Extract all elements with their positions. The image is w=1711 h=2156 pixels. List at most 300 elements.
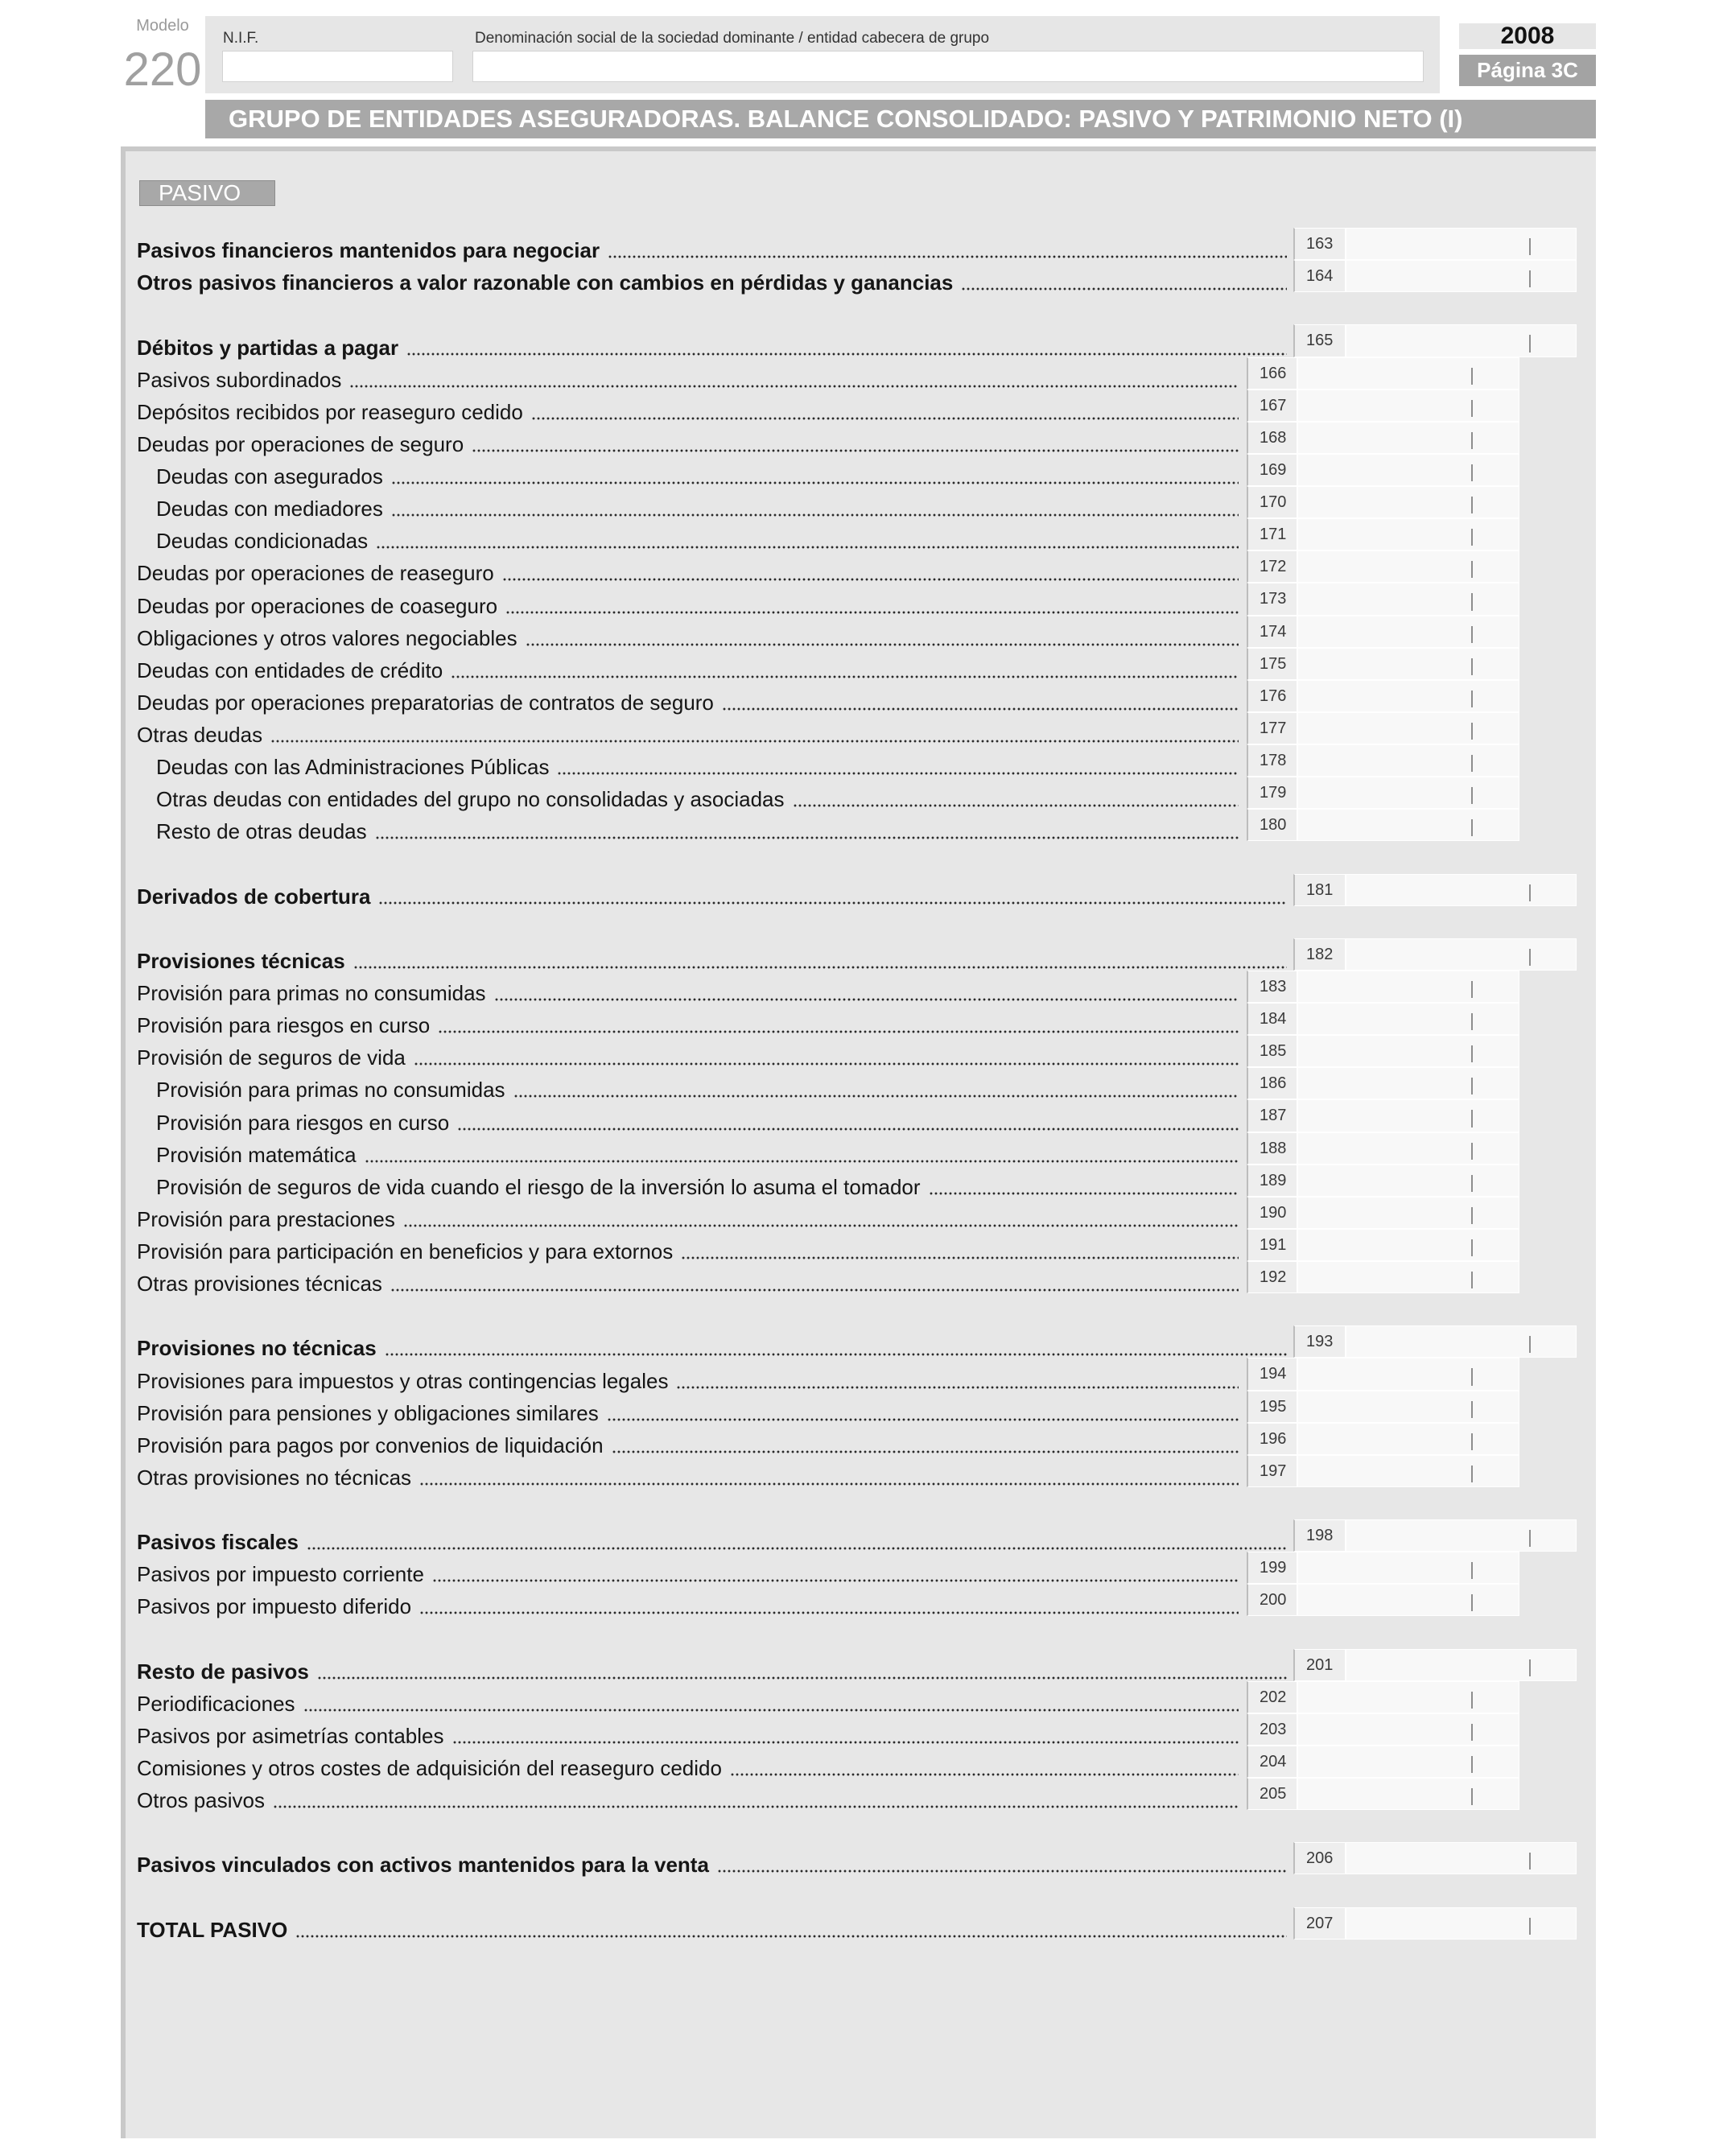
box-number: 188: [1260, 1139, 1287, 1157]
box-number: 182: [1306, 945, 1334, 963]
row-text: [137, 1725, 1239, 1746]
pasivo-row-172: [0, 550, 1711, 586]
row-text: [137, 1273, 1239, 1294]
row-text: [156, 498, 1239, 519]
pasivo-row-186: [0, 1067, 1711, 1103]
row-label: Deudas por operaciones de coaseguro: [137, 593, 498, 618]
decimal-mark: [1529, 949, 1531, 966]
amount-box: [1297, 1003, 1519, 1035]
pasivo-row-182: [0, 938, 1711, 971]
dot-leader: [451, 675, 1239, 678]
row-label: Otras provisiones técnicas: [137, 1272, 382, 1296]
pasivo-row-203: [0, 1713, 1711, 1746]
row-label: Débitos y partidas a pagar: [137, 335, 399, 360]
box-number-cell: [1247, 357, 1297, 390]
pasivo-row-167: [0, 390, 1711, 422]
amount-input-198[interactable]: [1346, 1520, 1576, 1551]
dot-leader: [526, 643, 1239, 646]
row-label: Pasivos fiscales: [137, 1530, 299, 1555]
pasivo-row-191: [0, 1229, 1711, 1264]
pasivo-row-169: [0, 454, 1711, 489]
decimal-mark: [1471, 1143, 1473, 1160]
amount-box: [1297, 1229, 1519, 1261]
row-text: [137, 561, 1239, 586]
amount-box: [1297, 777, 1519, 809]
amount-input-193[interactable]: [1346, 1326, 1576, 1357]
box-number-cell: [1247, 1778, 1297, 1810]
amount-box: [1297, 1391, 1519, 1423]
amount-input-167[interactable]: [1298, 390, 1519, 421]
amount-input-177[interactable]: [1298, 713, 1519, 744]
pasivo-row-176: [0, 680, 1711, 715]
row-text: [137, 1400, 1239, 1425]
box-number: 180: [1260, 816, 1287, 835]
amount-box: [1346, 1907, 1577, 1940]
nif-label: N.I.F.: [223, 30, 259, 47]
amount-box: [1297, 1713, 1519, 1746]
row-label: Provisión para prestaciones: [137, 1206, 395, 1231]
amount-input-182[interactable]: [1346, 939, 1576, 970]
pasivo-row-170: [0, 486, 1711, 521]
dot-leader: [961, 287, 1287, 291]
amount-box: [1297, 454, 1519, 486]
box-number: 190: [1260, 1203, 1287, 1222]
pasivo-row-178: [0, 744, 1711, 780]
amount-input-196[interactable]: [1298, 1424, 1519, 1454]
row-text: [137, 593, 1239, 618]
amount-input-202[interactable]: [1298, 1682, 1519, 1713]
amount-box: [1297, 712, 1519, 744]
row-label: TOTAL PASIVO: [137, 1917, 288, 1942]
amount-box: [1346, 1519, 1577, 1552]
decimal-mark: [1529, 238, 1531, 255]
pasivo-group: [0, 1907, 1711, 1940]
box-number: 183: [1260, 977, 1287, 996]
dot-leader: [353, 966, 1287, 969]
box-number-cell: [1247, 1003, 1297, 1035]
amount-box: [1346, 228, 1577, 260]
amount-input-194[interactable]: [1298, 1358, 1519, 1389]
amount-input-195[interactable]: [1298, 1391, 1519, 1422]
dot-leader: [452, 1741, 1239, 1744]
amount-input-203[interactable]: [1298, 1714, 1519, 1745]
row-text: [156, 1174, 1239, 1199]
amount-input-192[interactable]: [1298, 1262, 1519, 1292]
row-label: Otros pasivos financieros a valor razonable con cambios en pérdidas y ganancias: [137, 270, 954, 295]
box-number-cell: [1293, 1842, 1346, 1874]
box-number: 201: [1306, 1655, 1334, 1674]
box-number: 171: [1260, 526, 1287, 544]
box-number-cell: [1247, 648, 1297, 680]
box-number-cell: [1293, 1325, 1346, 1358]
decimal-mark: [1471, 1788, 1473, 1805]
row-text: [137, 1596, 1239, 1617]
decimal-mark: [1471, 1466, 1473, 1482]
box-number: 187: [1260, 1107, 1287, 1125]
box-number: 164: [1306, 267, 1334, 286]
pasivo-row-201: [0, 1649, 1711, 1684]
decimal-mark: [1471, 432, 1473, 449]
pasivo-row-192: [0, 1261, 1711, 1296]
pasivo-row-205: [0, 1778, 1711, 1813]
row-label: Periodificaciones: [137, 1691, 295, 1716]
row-text: [137, 431, 1239, 456]
amount-input-163[interactable]: [1346, 229, 1576, 259]
amount-input-205[interactable]: [1298, 1779, 1519, 1809]
box-number: 185: [1260, 1042, 1287, 1061]
row-text: [156, 789, 1239, 810]
decimal-mark: [1471, 1594, 1473, 1611]
dot-leader: [307, 1547, 1287, 1550]
row-text: [137, 1693, 1239, 1714]
row-label: Otras deudas: [137, 723, 263, 747]
amount-box: [1346, 938, 1577, 971]
amount-input-178[interactable]: [1298, 745, 1519, 776]
row-label: Provisión para primas no consumidas: [137, 981, 486, 1005]
box-number: 194: [1260, 1365, 1287, 1383]
decimal-mark: [1529, 1853, 1531, 1869]
pasivo-rows: [0, 228, 1711, 1940]
amount-box: [1297, 1746, 1519, 1778]
amount-input-172[interactable]: [1298, 551, 1519, 582]
amount-box: [1297, 486, 1519, 518]
decimal-mark: [1471, 1272, 1473, 1288]
box-number-cell: [1247, 777, 1297, 809]
box-number: 184: [1260, 1010, 1287, 1028]
decimal-mark: [1529, 1336, 1531, 1353]
decimal-mark: [1471, 690, 1473, 707]
dot-leader: [717, 1869, 1287, 1873]
header-panel: [205, 16, 1440, 93]
decimal-mark: [1471, 1562, 1473, 1579]
box-number-cell: [1247, 1261, 1297, 1293]
amount-box: [1297, 1584, 1519, 1616]
amount-input-199[interactable]: [1298, 1552, 1519, 1583]
box-number: 181: [1306, 880, 1334, 899]
amount-input-197[interactable]: [1298, 1456, 1519, 1486]
box-number-cell: [1247, 422, 1297, 454]
box-number: 186: [1260, 1074, 1287, 1093]
amount-input-176[interactable]: [1298, 681, 1519, 711]
row-text: [137, 625, 1239, 650]
pasivo-row-190: [0, 1197, 1711, 1229]
dot-leader: [505, 611, 1239, 614]
row-label: Pasivos por impuesto corriente: [137, 1562, 424, 1587]
amount-box: [1297, 1455, 1519, 1487]
amount-input-191[interactable]: [1298, 1230, 1519, 1260]
pasivo-row-193: [0, 1325, 1711, 1361]
amount-input-207[interactable]: [1346, 1908, 1576, 1939]
pasivo-row-181: [0, 874, 1711, 909]
dot-leader: [513, 1094, 1239, 1098]
box-number: 179: [1260, 784, 1287, 802]
box-number-cell: [1247, 1165, 1297, 1197]
amount-box: [1297, 616, 1519, 648]
box-number-cell: [1293, 938, 1346, 971]
box-number: 207: [1306, 1914, 1334, 1932]
pasivo-group: [0, 1519, 1711, 1619]
amount-box: [1297, 809, 1519, 841]
pasivo-row-188: [0, 1132, 1711, 1165]
decimal-mark: [1471, 723, 1473, 740]
box-number: 197: [1260, 1461, 1287, 1480]
amount-box: [1297, 550, 1519, 583]
box-number-cell: [1293, 874, 1346, 906]
row-label: Resto de otras deudas: [156, 819, 367, 844]
box-number-cell: [1247, 518, 1297, 550]
box-number-cell: [1293, 1907, 1346, 1940]
row-text: [137, 1758, 1239, 1779]
box-number-cell: [1247, 971, 1297, 1003]
amount-box: [1297, 1035, 1519, 1067]
row-label: Deudas con mediadores: [156, 497, 383, 521]
pasivo-row-195: [0, 1391, 1711, 1423]
year-badge: 2008: [1459, 23, 1596, 49]
row-text: [137, 886, 1287, 907]
dot-leader: [676, 1386, 1239, 1389]
row-text: [137, 1661, 1287, 1682]
pasivo-row-202: [0, 1681, 1711, 1716]
pasivo-group: [0, 324, 1711, 844]
modelo-label: Modelo: [136, 17, 189, 35]
amount-input-180[interactable]: [1298, 810, 1519, 840]
form-title: GRUPO DE ENTIDADES ASEGURADORAS. BALANCE CONSOLIDADO: PASIVO Y PATRIMONIO NETO (I): [205, 100, 1596, 138]
amount-box: [1346, 1649, 1577, 1681]
dot-leader: [390, 1288, 1239, 1292]
decimal-mark: [1471, 1078, 1473, 1094]
amount-input-165[interactable]: [1346, 325, 1576, 356]
row-text: [137, 1015, 1239, 1036]
pasivo-row-187: [0, 1099, 1711, 1135]
box-number-cell: [1247, 1391, 1297, 1423]
decimal-mark: [1471, 561, 1473, 578]
page-badge: Página 3C: [1459, 55, 1596, 86]
amount-input-190[interactable]: [1298, 1198, 1519, 1228]
amount-input-175[interactable]: [1298, 649, 1519, 679]
box-number-cell: [1247, 486, 1297, 518]
row-label: Pasivos vinculados con activos mantenidos para la venta: [137, 1853, 709, 1878]
row-label: Provisión de seguros de vida: [137, 1045, 406, 1070]
row-text: [137, 983, 1239, 1004]
decimal-mark: [1471, 497, 1473, 513]
box-number: 175: [1260, 654, 1287, 673]
amount-input-186[interactable]: [1298, 1068, 1519, 1099]
box-number: 168: [1260, 428, 1287, 447]
row-text: [137, 1047, 1239, 1068]
row-label: Pasivos por asimetrías contables: [137, 1723, 444, 1748]
dot-leader: [406, 352, 1287, 356]
box-number-cell: [1293, 1519, 1346, 1552]
box-number: 198: [1306, 1527, 1334, 1544]
dot-leader: [494, 998, 1239, 1001]
box-number: 174: [1260, 622, 1287, 641]
row-text: [137, 724, 1239, 745]
box-number-cell: [1247, 390, 1297, 422]
pasivo-row-177: [0, 712, 1711, 747]
pasivo-row-206: [0, 1842, 1711, 1878]
box-number-cell: [1247, 1197, 1297, 1229]
row-label: Provisión matemática: [156, 1142, 357, 1167]
box-number: 163: [1306, 235, 1334, 253]
pasivo-row-185: [0, 1035, 1711, 1070]
amount-input-181[interactable]: [1346, 875, 1576, 905]
amount-input-200[interactable]: [1298, 1585, 1519, 1615]
dot-leader: [349, 385, 1239, 388]
box-number: 173: [1260, 590, 1287, 608]
amount-input-184[interactable]: [1298, 1004, 1519, 1034]
amount-input-204[interactable]: [1298, 1746, 1519, 1777]
row-label: Obligaciones y otros valores negociables: [137, 625, 517, 650]
decimal-mark: [1471, 1175, 1473, 1192]
box-number: 178: [1260, 752, 1287, 769]
dot-leader: [403, 1224, 1239, 1227]
box-number: 200: [1260, 1591, 1287, 1610]
row-text: [137, 1790, 1239, 1811]
dot-leader: [391, 513, 1239, 517]
decimal-mark: [1529, 1659, 1531, 1676]
box-number-cell: [1247, 1132, 1297, 1165]
pasivo-group: [0, 938, 1711, 1296]
box-number-cell: [1247, 1713, 1297, 1746]
row-text: [156, 1112, 1239, 1133]
amount-box: [1297, 1261, 1519, 1293]
dot-leader: [722, 707, 1239, 711]
amount-input-187[interactable]: [1298, 1100, 1519, 1131]
amount-input-169[interactable]: [1298, 455, 1519, 485]
nif-input[interactable]: [222, 51, 453, 82]
denominacion-input[interactable]: [472, 51, 1424, 82]
decimal-mark: [1471, 1045, 1473, 1062]
row-text: [156, 466, 1239, 487]
dot-leader: [438, 1030, 1239, 1033]
row-label: Otras deudas con entidades del grupo no consolidadas y asociadas: [156, 787, 785, 812]
box-number: 196: [1260, 1429, 1287, 1448]
box-number-cell: [1247, 1035, 1297, 1067]
box-number-cell: [1247, 1423, 1297, 1455]
pasivo-row-175: [0, 648, 1711, 680]
decimal-mark: [1471, 1110, 1473, 1127]
pasivo-row-173: [0, 583, 1711, 618]
box-number-cell: [1293, 1649, 1346, 1681]
dot-leader: [376, 546, 1239, 549]
row-label: Provisiones para impuestos y otras contingencias legales: [137, 1368, 669, 1393]
amount-input-173[interactable]: [1298, 583, 1519, 614]
dot-leader: [681, 1256, 1239, 1259]
row-label: Provisión para pagos por convenios de liquidación: [137, 1433, 604, 1457]
amount-box: [1346, 260, 1577, 292]
decimal-mark: [1471, 464, 1473, 481]
amount-input-164[interactable]: [1346, 261, 1576, 291]
dot-leader: [270, 740, 1239, 743]
box-number: 202: [1260, 1688, 1287, 1706]
amount-input-174[interactable]: [1298, 616, 1519, 647]
box-number: 192: [1260, 1268, 1287, 1286]
box-number-cell: [1247, 1067, 1297, 1099]
row-text: [137, 692, 1239, 713]
amount-box: [1297, 1552, 1519, 1584]
amount-input-179[interactable]: [1298, 777, 1519, 808]
box-number-cell: [1247, 583, 1297, 615]
decimal-mark: [1471, 1401, 1473, 1418]
pasivo-row-165: [0, 324, 1711, 360]
dot-leader: [365, 1160, 1239, 1163]
box-number: 170: [1260, 493, 1287, 511]
box-number: 193: [1306, 1333, 1334, 1351]
dot-leader: [608, 255, 1287, 258]
decimal-mark: [1471, 787, 1473, 804]
row-label: Provisión para pensiones y obligaciones similares: [137, 1400, 599, 1425]
amount-input-170[interactable]: [1298, 487, 1519, 517]
pasivo-row-184: [0, 1003, 1711, 1038]
decimal-mark: [1471, 658, 1473, 675]
pasivo-row-199: [0, 1552, 1711, 1587]
row-text: [156, 755, 1239, 780]
amount-box: [1297, 971, 1519, 1003]
decimal-mark: [1471, 981, 1473, 998]
amount-input-168[interactable]: [1298, 423, 1519, 453]
amount-box: [1297, 1423, 1519, 1455]
box-number: 167: [1260, 396, 1287, 414]
amount-input-166[interactable]: [1298, 358, 1519, 389]
pasivo-group: [0, 1649, 1711, 1811]
row-text: [137, 1336, 1287, 1361]
pasivo-row-189: [0, 1165, 1711, 1197]
box-number: 203: [1260, 1720, 1287, 1738]
row-label: Resto de pasivos: [137, 1659, 309, 1684]
box-number: 169: [1260, 460, 1287, 479]
amount-input-189[interactable]: [1298, 1165, 1519, 1196]
amount-input-188[interactable]: [1298, 1133, 1519, 1164]
pasivo-group: [0, 874, 1711, 909]
amount-input-206[interactable]: [1346, 1843, 1576, 1874]
pasivo-row-171: [0, 518, 1711, 554]
box-number-cell: [1247, 1681, 1297, 1713]
decimal-mark: [1471, 1756, 1473, 1773]
row-text: [137, 1241, 1239, 1262]
box-number-cell: [1247, 809, 1297, 841]
amount-box: [1297, 583, 1519, 615]
decimal-mark: [1471, 1724, 1473, 1741]
box-number-cell: [1247, 1552, 1297, 1584]
decimal-mark: [1471, 368, 1473, 385]
pasivo-group: [0, 1842, 1711, 1878]
amount-input-183[interactable]: [1298, 971, 1519, 1002]
row-text: [137, 1206, 1239, 1231]
dot-leader: [273, 1805, 1239, 1808]
box-number: 195: [1260, 1397, 1287, 1416]
pasivo-row-168: [0, 422, 1711, 454]
pasivo-row-183: [0, 971, 1711, 1003]
amount-input-185[interactable]: [1298, 1036, 1519, 1066]
amount-box: [1346, 324, 1577, 357]
box-number-cell: [1293, 228, 1346, 260]
row-text: [137, 1368, 1239, 1393]
pasivo-row-174: [0, 616, 1711, 648]
amount-input-201[interactable]: [1346, 1650, 1576, 1680]
dot-leader: [457, 1127, 1239, 1131]
dot-leader: [793, 804, 1239, 807]
pasivo-row-164: [0, 260, 1711, 295]
pasivo-row-180: [0, 809, 1711, 844]
box-number: 191: [1260, 1235, 1287, 1254]
dot-leader: [303, 1709, 1239, 1712]
amount-input-171[interactable]: [1298, 519, 1519, 550]
pasivo-row-197: [0, 1455, 1711, 1490]
amount-box: [1297, 1067, 1519, 1099]
amount-box: [1297, 1099, 1519, 1132]
amount-box: [1346, 1325, 1577, 1358]
amount-box: [1297, 1165, 1519, 1197]
